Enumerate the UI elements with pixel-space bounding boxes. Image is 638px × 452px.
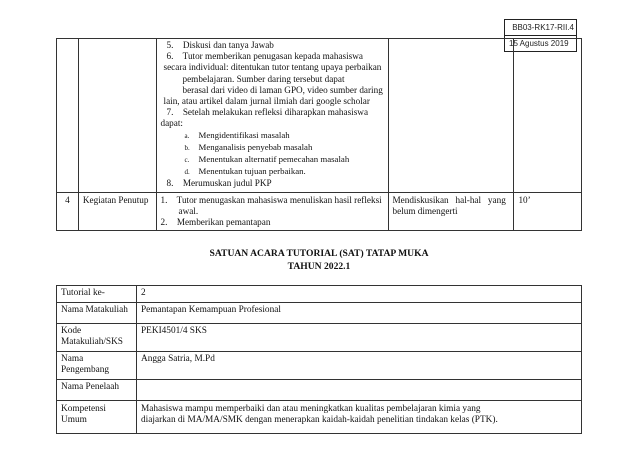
list-item-continuation: berasal dari video di laman GPO, video sumber daring	[182, 84, 383, 95]
list-item-continuation: pembelajaran. Sumber daring tersebut dapat	[182, 73, 345, 84]
cell-activities	[156, 192, 388, 231]
value-course-code: PEKI4501/4 SKS	[137, 323, 582, 351]
value-reviewer	[137, 379, 582, 400]
steps-list	[161, 40, 384, 190]
label-course: Nama Matakuliah	[57, 302, 137, 323]
label-tutorial: Tutorial ke-	[57, 286, 137, 303]
cell-stage: Kegiatan Penutup	[78, 192, 156, 231]
table-row	[57, 400, 582, 433]
cell-time-empty	[514, 39, 582, 193]
tutorial-activity-table	[56, 38, 582, 231]
sub-list-item: c. Menentukan alternatif pemecahan masalah	[184, 154, 350, 165]
label-reviewer: Nama Penelaah	[57, 379, 137, 400]
value-developer: Angga Satria, M.Pd	[137, 351, 582, 379]
list-item: 6. Tutor memberikan penugasan kepada mahasiswa	[166, 51, 363, 62]
sat-info-table	[56, 285, 582, 434]
list-item-continuation: lain, atau artikel dalam jurnal ilmiah dari google scholar	[163, 96, 370, 107]
table-row	[57, 302, 582, 323]
value-tutorial: 2	[137, 286, 582, 303]
table-row-continued-steps	[57, 39, 582, 193]
cell-time: 10’	[514, 192, 582, 231]
table-row	[57, 379, 582, 400]
list-item-continuation: secara individual: ditentukan tutor tentang upaya perbaikan	[163, 62, 382, 73]
sat-title: SATUAN ACARA TUTORIAL (SAT) TATAP MUKA	[209, 248, 429, 259]
label-competency: Kompetensi Umum	[57, 400, 137, 433]
table-row	[57, 351, 582, 379]
list-item: 2. Memberikan pemantapan	[160, 217, 271, 228]
sat-year: TAHUN 2022.1	[287, 261, 351, 272]
sub-list-item: b. Menganalisis penyebab masalah	[184, 141, 313, 152]
sub-list-item: a. Mengidentifikasi masalah	[184, 129, 290, 140]
list-item-continuation: awal.	[178, 205, 199, 216]
list-item: 1. Tutor menugaskan mahasiswa menuliskan hasil refleksi	[160, 194, 382, 205]
label-developer: Nama Pengembang	[57, 351, 137, 379]
document-code: BB03-RK17-RII.4	[512, 23, 574, 32]
table-row	[57, 323, 582, 351]
cell-steps	[156, 39, 388, 193]
table-row-closing	[57, 192, 582, 231]
table-row	[57, 286, 582, 303]
list-item: 7. Setelah melakukan refleksi diharapkan mahasiswa	[166, 107, 369, 118]
method-line: belum dimengerti	[392, 205, 458, 216]
list-item-continuation: dapat:	[160, 118, 183, 129]
sub-list-item: d. Menentukan tujuan perbaikan.	[184, 166, 306, 177]
method-line: Mendiskusikan hal-hal yang	[392, 194, 506, 205]
value-course: Pemantapan Kemampuan Profesional	[137, 302, 582, 323]
cell-no-empty	[57, 39, 79, 193]
document-date: 15 Agustus 2019	[505, 35, 576, 51]
value-competency: Mahasiswa mampu memperbaiki dan atau meningkatkan kualitas pembelajaran kimia yang diajarkan di MA/MA/SMK dengan menerapkan kaidah-kaidah penelitian tindakan kelas (PTK).	[137, 400, 582, 433]
cell-method-empty	[388, 39, 514, 193]
label-course-code: Kode Matakuliah/SKS	[57, 323, 137, 351]
list-item: 8. Merumuskan judul PKP	[166, 178, 272, 189]
cell-stage-empty	[78, 39, 156, 193]
cell-row-number: 4	[57, 192, 79, 231]
list-item: 5. Diskusi dan tanya Jawab	[166, 40, 274, 50]
cell-method	[388, 192, 514, 231]
